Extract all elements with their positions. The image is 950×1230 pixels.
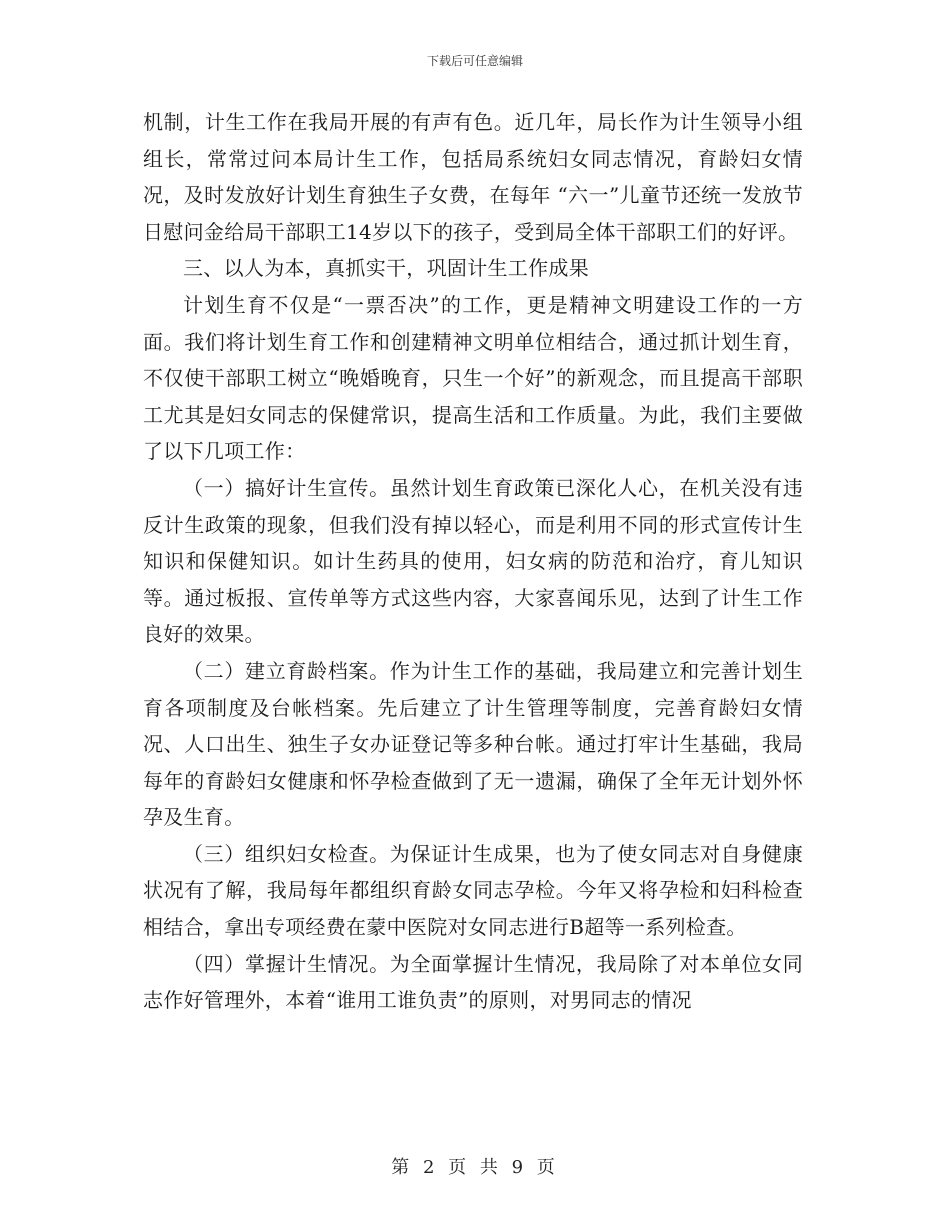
header-note: 下载后可任意编辑 <box>426 54 523 68</box>
paragraph-item-2: （二）建立育龄档案。作为计生工作的基础，我局建立和完善计划生育各项制度及台帐档案。先后建立了计生管理等制度，完善育龄妇女情况、人口出生、独生子女办证登记等多种台帐。通过打牢计生基础，我局每年的育龄妇女健康和怀孕检查做到了无一遗漏，确保了全年无计划外怀孕及生育。 <box>143 658 803 830</box>
paragraph-item-1: （一）搞好计生宣传。虽然计划生育政策已深化人心，在机关没有违反计生政策的现象，但我们没有掉以轻心，而是利用不同的形式宣传计生知识和保健知识。如计生药具的使用，妇女病的防范和治疗，育儿知识等。通过板报、宣传单等方式这些内容，大家喜闻乐见，达到了计生工作良好的效果。 <box>143 475 803 647</box>
paragraph-continuation: 机制，计生工作在我局开展的有声有色。近几年，局长作为计生领导小组组长，常常过问本局计生工作，包括局系统妇女同志情况，育龄妇女情况，及时发放好计划生育独生子女费，在每年 “六一”儿童节还统一发放节日慰问金给局干部职工14岁以下的孩子，受到局全体干部职工们的好评。 <box>143 110 803 244</box>
paragraph-item-3: （三）组织妇女检查。为保证计生成果，也为了使女同志对自身健康状况有了解，我局每年都组织育龄女同志孕检。今年又将孕检和妇科检查相结合，拿出专项经费在蒙中医院对女同志进行B超等一系列检查。 <box>143 841 803 940</box>
section-heading: 三、以人为本，真抓实干，巩固计生工作成果 <box>183 256 589 281</box>
document-body <box>143 104 803 1019</box>
page-number: 第 2 页 共 9 页 <box>391 1157 559 1178</box>
paragraph-intro: 计划生育不仅是“一票否决”的工作，更是精神文明建设工作的一方面。我们将计划生育工作和创建精神文明单位相结合，通过抓计划生育，不仅使干部职工树立“晚婚晚育，只生一个好”的新观念，而且提高干部职工尤其是妇女同志的保健常识，提高生活和工作质量。为此，我们主要做了以下几项工作： <box>143 292 803 464</box>
paragraph-item-4: （四）掌握计生情况。为全面掌握计生情况，我局除了对本单位女同志作好管理外，本着“谁用工谁负责”的原则，对男同志的情况 <box>143 951 803 1013</box>
